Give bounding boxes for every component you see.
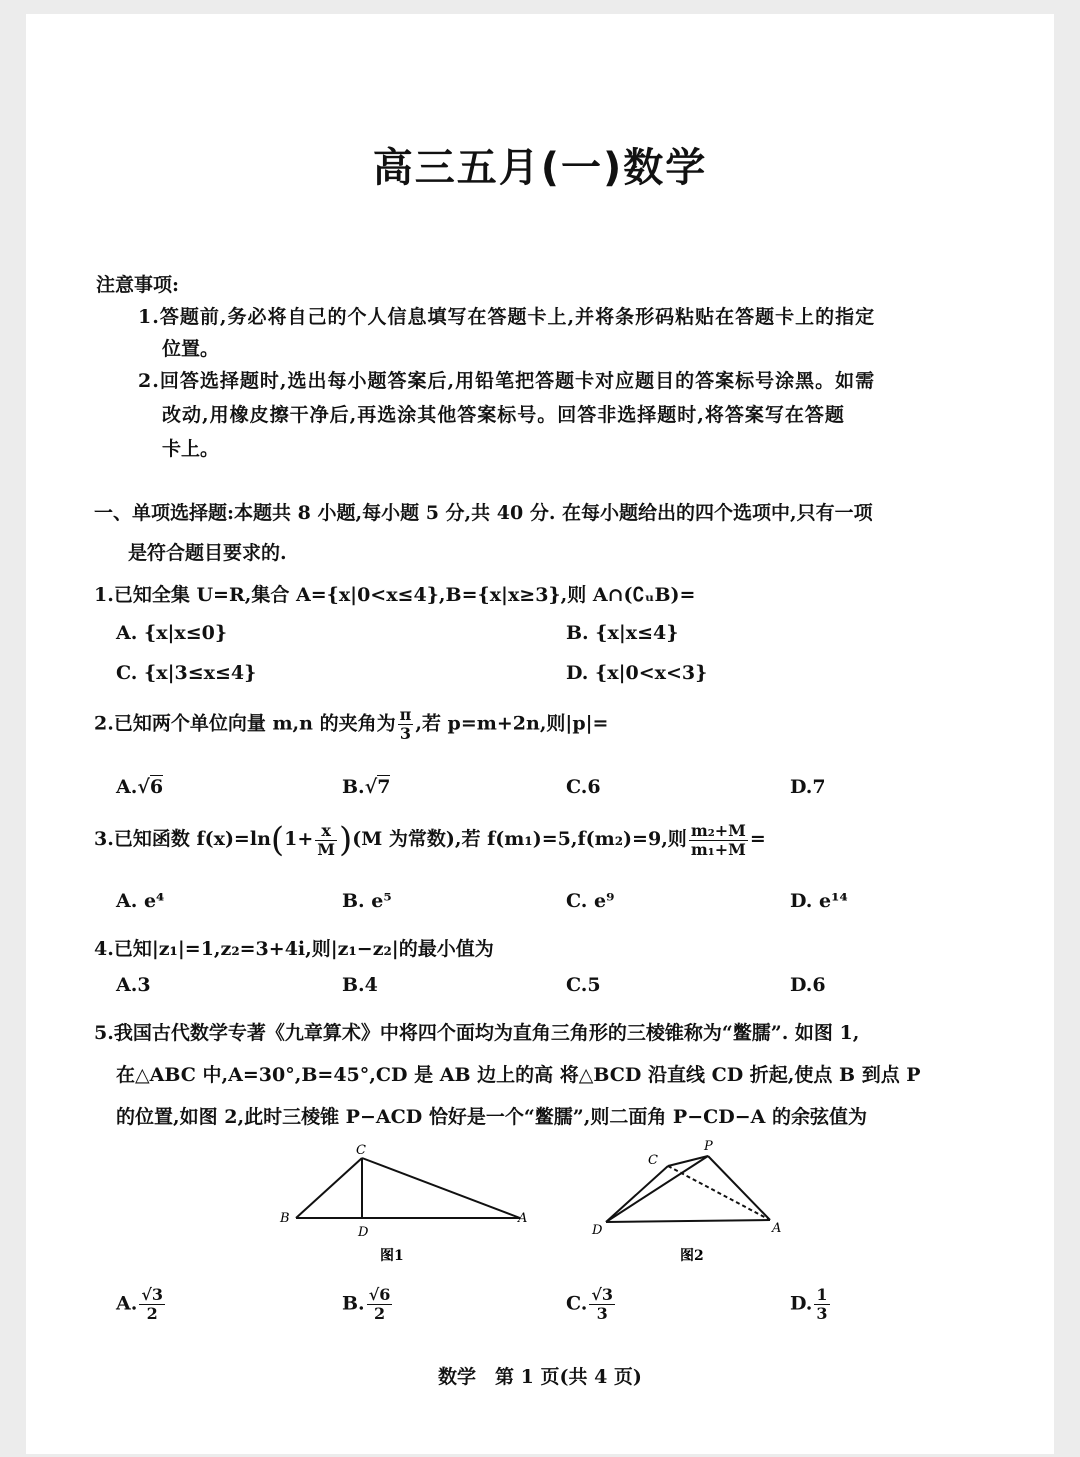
q3-option-b: B. e⁵ xyxy=(342,890,392,912)
fig1-caption: 图1 xyxy=(380,1248,404,1264)
q5-option-c-fraction: $\frac{√3}{3}$ xyxy=(591,1285,614,1323)
fig2-caption: 图2 xyxy=(680,1248,704,1264)
q1-stem: 1.已知全集 U=R,集合 A={x|0<x≤4},B={x|x≥3},则 A∩(∁ᵤB)= xyxy=(94,584,696,606)
fig1-label-c: C xyxy=(356,1143,366,1158)
notice-item2-line1: 2.回答选择题时,选出每小题答案后,用铅笔把答题卡对应题目的答案标号涂黑。如需 xyxy=(138,370,876,392)
q5-option-b-fraction: $\frac{√6}{2}$ xyxy=(368,1285,391,1323)
q5-option-b-label: B. xyxy=(342,1292,365,1315)
notice-item1-line1: 1.答题前,务必将自己的个人信息填写在答题卡上,并将条形码粘贴在答题卡上的指定 xyxy=(138,306,876,328)
q3-ratio-den: m₁+M xyxy=(690,839,746,859)
q5-option-b-den: 2 xyxy=(373,1304,386,1323)
q2-option-a-value: 6 xyxy=(149,776,164,798)
fig1-label-b: B xyxy=(280,1211,290,1226)
q5-option-a-fraction: $\frac{√3}{2}$ xyxy=(141,1285,164,1323)
q3-ratio-fraction xyxy=(689,822,748,859)
notice-heading: 注意事项: xyxy=(96,274,180,296)
q3-stem-post: = xyxy=(749,828,766,850)
q4-option-c: C.5 xyxy=(566,974,601,996)
fig2-label-d: D xyxy=(592,1223,603,1238)
q3-inner-pre: 1+ xyxy=(284,828,314,850)
q5-option-c-den: 3 xyxy=(596,1304,608,1323)
q3-inner-den: M xyxy=(317,839,336,859)
page-title: 高三五月(一)数学 xyxy=(372,145,708,191)
q5-option-d-num: 1 xyxy=(816,1285,828,1304)
q2-option-b-value: 7 xyxy=(377,776,391,798)
q2-angle-num: π xyxy=(399,705,412,724)
notice-item2-line3: 卡上。 xyxy=(162,438,220,460)
q4-option-a: A.3 xyxy=(116,974,151,996)
q1-option-d: D. {x|0<x<3} xyxy=(566,662,708,684)
q5-option-c-num: 3 xyxy=(601,1285,614,1304)
notice-item1-line2: 位置。 xyxy=(162,338,220,360)
figure-1-triangle xyxy=(276,1138,546,1268)
q1-option-b: B. {x|x≤4} xyxy=(566,622,679,644)
q2-option-d: D.7 xyxy=(790,776,826,798)
q3-inner-fraction xyxy=(315,822,337,859)
q4-option-d: D.6 xyxy=(790,974,826,996)
section1-heading-cont: 是符合题目要求的. xyxy=(128,542,287,564)
q3-option-d: D. e¹⁴ xyxy=(790,890,848,912)
q5-option-c-label: C. xyxy=(566,1292,588,1315)
q3-left-paren: ( xyxy=(270,820,285,860)
q5-option-a-num: 3 xyxy=(151,1285,164,1304)
page-footer: 数学 第 1 页(共 4 页) xyxy=(438,1366,642,1388)
q3-option-c: C. e⁹ xyxy=(566,890,615,912)
q2-option-b-label: B. xyxy=(342,776,365,798)
section1-heading: 一、单项选择题:本题共 8 小题,每小题 5 分,共 40 分. 在每小题给出的四个选项中,只有一项 xyxy=(94,502,873,524)
figure-2-tetrahedron xyxy=(586,1138,806,1268)
q4-option-b: B.4 xyxy=(342,974,378,996)
q5-option-d-label: D. xyxy=(790,1292,813,1315)
q2-stem-post: ,若 p=m+2n,则|p|= xyxy=(415,712,609,735)
q3-ratio-num: m₂+M xyxy=(690,820,746,840)
q2-option-b: B.√7 xyxy=(342,776,391,798)
fig2-label-c: C xyxy=(648,1153,658,1168)
fig2-label-p: P xyxy=(704,1139,713,1154)
fig1-label-d: D xyxy=(358,1225,369,1240)
q5-option-a-den: 2 xyxy=(146,1304,158,1323)
q5-option-b xyxy=(342,1286,394,1323)
q5-option-c xyxy=(566,1286,617,1323)
q2-option-a-label: A. xyxy=(116,776,138,798)
q5-stem-line1: 5.我国古代数学专著《九章算术》中将四个面均为直角三角形的三棱锥称为“鳖臑”. 如图 1, xyxy=(94,1022,860,1044)
q5-option-a xyxy=(116,1286,167,1323)
fig2-label-a: A xyxy=(772,1221,782,1236)
q2-stem xyxy=(94,706,608,743)
q5-stem-line2: 在△ABC 中,A=30°,B=45°,CD 是 AB 边上的高 将△BCD 沿直线 CD 折起,使点 B 到点 P xyxy=(116,1064,921,1086)
q5-option-b-num: 6 xyxy=(379,1285,391,1304)
q3-inner-num: x xyxy=(315,822,337,841)
q2-stem-pre: 2.已知两个单位向量 m,n 的夹角为 xyxy=(94,712,396,735)
q2-option-c: C.6 xyxy=(566,776,601,798)
q5-stem-line3: 的位置,如图 2,此时三棱锥 P−ACD 恰好是一个“鳖臑”,则二面角 P−CD−A 的余弦值为 xyxy=(116,1106,868,1128)
q2-angle-den: 3 xyxy=(399,724,412,743)
fig1-label-a: A xyxy=(518,1211,528,1226)
q1-option-a: A. {x|x≤0} xyxy=(116,622,228,644)
q5-option-d-den: 3 xyxy=(816,1304,828,1323)
q3-stem-pre: 3.已知函数 f(x)=ln xyxy=(94,828,271,850)
q3-right-paren: ) xyxy=(339,820,353,860)
q2-angle-fraction xyxy=(398,706,414,743)
q3-stem-mid: (M 为常数),若 f(m₁)=5,f(m₂)=9,则 xyxy=(352,828,687,850)
q5-option-d xyxy=(790,1286,832,1323)
q3-stem xyxy=(94,820,766,860)
exam-page xyxy=(26,14,1054,1454)
q2-option-a: A.√6 xyxy=(116,776,164,798)
q5-option-d-fraction xyxy=(814,1286,829,1323)
q5-option-a-label: A. xyxy=(116,1292,138,1315)
notice-item2-line2: 改动,用橡皮擦干净后,再选涂其他答案标号。回答非选择题时,将答案写在答题 xyxy=(162,404,845,426)
q3-option-a: A. e⁴ xyxy=(116,890,165,912)
q4-stem: 4.已知|z₁|=1,z₂=3+4i,则|z₁−z₂|的最小值为 xyxy=(94,938,494,960)
q1-option-c: C. {x|3≤x≤4} xyxy=(116,662,257,684)
